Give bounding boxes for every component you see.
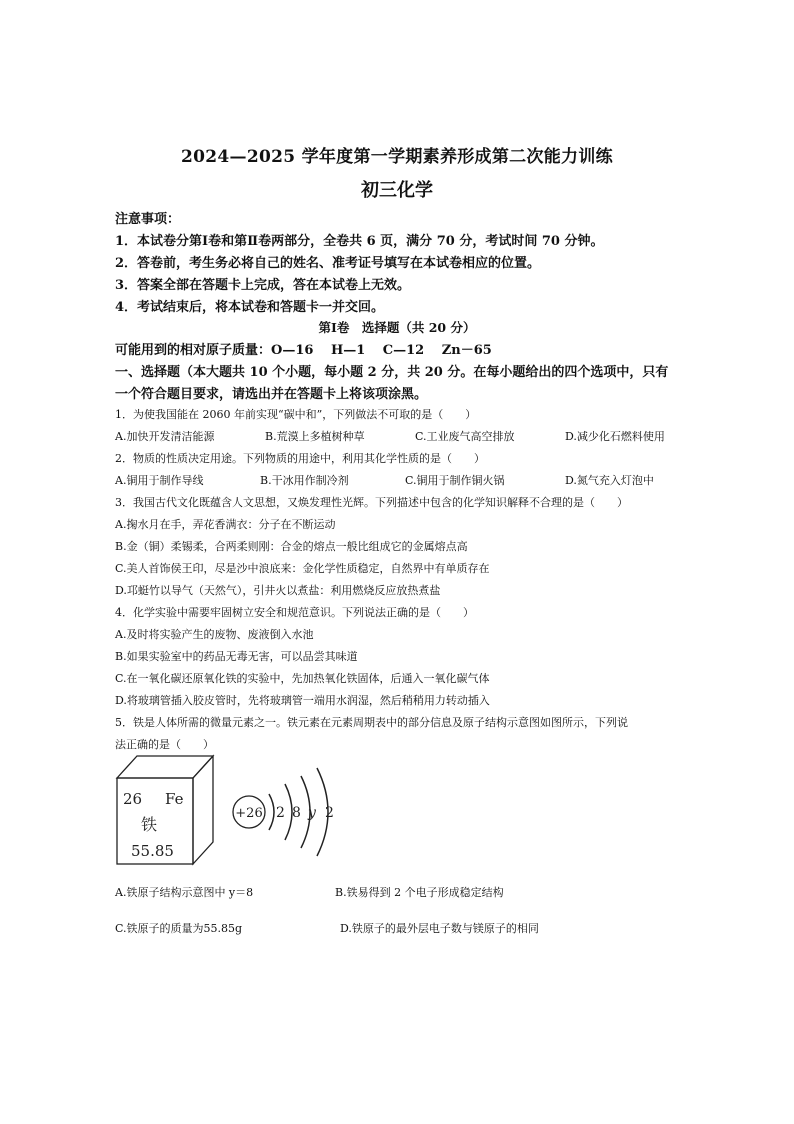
shell-count: 2 — [276, 805, 285, 821]
question-stem: 1．为使我国能在 2060 年前实现“碳中和”，下列做法不可取的是（ ） — [115, 408, 477, 421]
question-stem: 法正确的是（ ） — [115, 738, 214, 751]
option: C.在一氧化碳还原氧化铁的实验中，先加热氧化铁固体，后通入一氧化碳气体 — [115, 672, 490, 685]
option: A.加快开发清洁能源 — [115, 430, 215, 443]
option: C.美人首饰侯王印，尽是沙中浪底来：金化学性质稳定，自然界中有单质存在 — [115, 562, 490, 575]
options-row — [115, 428, 715, 444]
element-symbol: Fe — [165, 790, 184, 808]
section-instruction: 一、选择题（本大题共 10 个小题，每小题 2 分，共 20 分。在每小题给出的四个选项中，只有 — [115, 365, 669, 380]
option: D.氮气充入灯泡中 — [565, 474, 654, 487]
option: C.工业废气高空排放 — [415, 430, 515, 443]
notice-item: 1．本试卷分第Ⅰ卷和第Ⅱ卷两部分，全卷共 6 页，满分 70 分，考试时间 70 分钟。 — [115, 234, 604, 249]
question-stem: 3．我国古代文化既蕴含人文思想，又焕发理性光辉。下列描述中包含的化学知识解释不合理的是（ ） — [115, 496, 628, 509]
exam-title: 2024—2025 学年度第一学期素养形成第二次能力训练 — [181, 147, 613, 167]
option: B.干冰用作制冷剂 — [260, 474, 349, 487]
option: B.荒漠上多植树种草 — [265, 430, 365, 443]
question-stem: 2．物质的性质决定用途。下列物质的用途中，利用其化学性质的是（ ） — [115, 452, 485, 465]
shell-count: y — [308, 805, 316, 821]
notice-heading: 注意事项： — [115, 212, 181, 227]
shell-count: 8 — [292, 805, 301, 821]
option: B.如果实验室中的药品无毒无害，可以品尝其味道 — [115, 650, 358, 663]
atomic-number: 26 — [123, 790, 143, 808]
option: A.掬水月在手，弄花香满衣：分子在不断运动 — [115, 518, 336, 531]
exam-subject: 初三化学 — [361, 180, 433, 201]
electron-shell — [285, 784, 292, 840]
option: A.铁原子结构示意图中 y＝8 — [115, 886, 254, 899]
element-name: 铁 — [141, 815, 158, 834]
option: C.铜用于制作铜火锅 — [405, 474, 505, 487]
nucleus-charge: +26 — [235, 806, 263, 821]
option: D.铁原子的最外层电子数与镁原子的相同 — [340, 922, 539, 935]
option: B.金（铜）柔锡柔，合两柔则刚：合金的熔点一般比组成它的金属熔点高 — [115, 540, 468, 553]
notice-item: 2．答卷前，考生务必将自己的姓名、准考证号填写在本试卷相应的位置。 — [115, 256, 541, 271]
question-stem: 4．化学实验中需要牢固树立安全和规范意识。下列说法正确的是（ ） — [115, 606, 474, 619]
option: C.铁原子的质量为55.85g — [115, 922, 243, 935]
question-stem: 5．铁是人体所需的微量元素之一。铁元素在元素周期表中的部分信息及原子结构示意图如图所示，下列说 — [115, 716, 628, 729]
option: A.及时将实验产生的废物、废液倒入水池 — [115, 628, 314, 641]
electron-shell — [269, 794, 274, 830]
notice-item: 3．答案全部在答题卡上完成，答在本试卷上无效。 — [115, 278, 411, 293]
option: D.将玻璃管插入胶皮管时，先将玻璃管一端用水润湿，然后稍稍用力转动插入 — [115, 694, 490, 707]
option: A.铜用于制作导线 — [115, 474, 204, 487]
option: B.铁易得到 2 个电子形成稳定结构 — [335, 886, 504, 899]
option: D.邛蜓竹以导气（天然气），引井火以煮盐：利用燃烧反应放热煮盐 — [115, 584, 441, 597]
options-row — [115, 472, 715, 488]
section-title: 第Ⅰ卷 选择题（共 20 分） — [318, 320, 476, 335]
notice-item: 4．考试结束后，将本试卷和答题卡一并交回。 — [115, 300, 385, 315]
atomic-mass-line: 可能用到的相对原子质量：O—16 H—1 C—12 Zn－65 — [115, 343, 492, 358]
iron-figure — [115, 748, 365, 866]
cell-top-face — [117, 756, 213, 778]
atomic-mass: 55.85 — [131, 842, 174, 860]
section-instruction: 一个符合题目要求，请选出并在答题卡上将该项涂黑。 — [115, 387, 428, 402]
option: D.减少化石燃料使用 — [565, 430, 665, 443]
shell-count: 2 — [325, 805, 334, 821]
cell-side-face — [193, 756, 213, 864]
